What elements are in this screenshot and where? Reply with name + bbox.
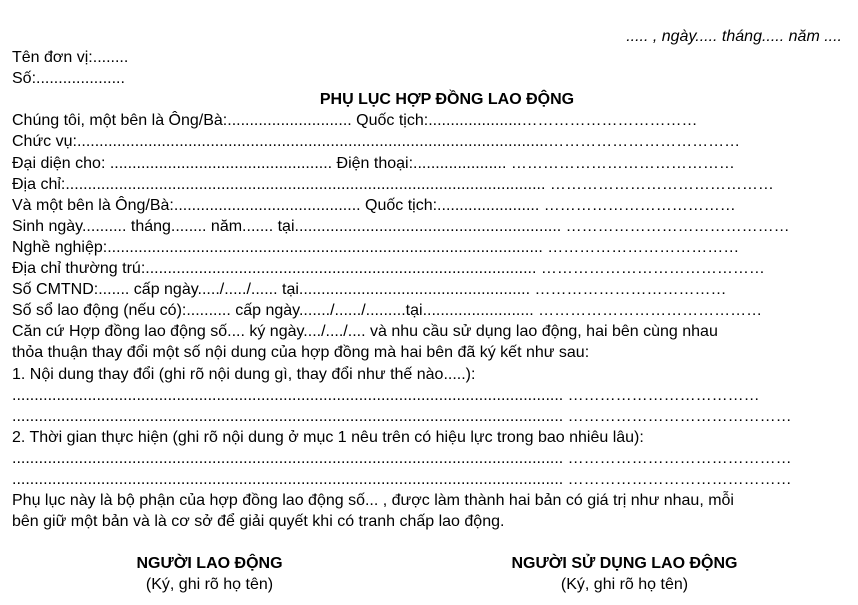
body-line: Phụ lục này là bộ phận của hợp đồng lao động số... , được làm thành hai bản có giá trị như nhau, mỗi — [12, 492, 734, 510]
body-line: Số sổ lao động (nếu có):.......... cấp ngày......./....../.........tại......................... …………………………………… — [12, 302, 763, 320]
date-line: ..... , ngày..... tháng..... năm .... — [626, 28, 842, 45]
body-line: bên giữ một bản và là cơ sở để giải quyết khi có tranh chấp lao động. — [12, 513, 505, 531]
body-line: ............................................................................................................................ ……………………………… — [12, 386, 760, 404]
body-line: Sinh ngày.......... tháng........ năm....... tại............................................................ …………………………………… — [12, 217, 790, 235]
body-line: Căn cứ Hợp đồng lao động số.... ký ngày..../..../.... và nhu cầu sử dụng lao động, hai bên cùng nhau — [12, 323, 718, 341]
body-line: 1. Nội dung thay đổi (ghi rõ nội dung gì, thay đổi như thế nào.....): — [12, 365, 476, 383]
body-line: Nghề nghiệp:.................................................................................................. ……………………………… — [12, 238, 740, 256]
employee-signature-title: NGƯỜI LAO ĐỘNG — [136, 555, 283, 573]
body-line: Địa chỉ thường trú:........................................................................................ …………………………………… — [12, 260, 765, 278]
body-line: Địa chỉ:............................................................................................................ …………………………………… — [12, 175, 774, 193]
document-number: Số:.................... — [12, 70, 125, 88]
body-line: Chúng tôi, một bên là Ông/Bà:............................ Quốc tịch:.....................…………………………… — [12, 112, 698, 130]
body-line: ............................................................................................................................ …………………………………… — [12, 470, 792, 488]
body-line: 2. Thời gian thực hiện (ghi rõ nội dung ở mục 1 nêu trên có hiệu lực trong bao nhiêu lâu): — [12, 428, 644, 446]
unit-name: Tên đơn vị:........ — [12, 49, 129, 67]
body-line: ............................................................................................................................ …………………………………… — [12, 407, 792, 425]
employer-signature-note: (Ký, ghi rõ họ tên) — [560, 576, 689, 594]
document-title: PHỤ LỤC HỢP ĐỒNG LAO ĐỘNG — [319, 91, 575, 109]
document — [12, 26, 842, 596]
body-line: Đại diện cho: .................................................. Điện thoại:..................... …………………………………… — [12, 154, 735, 172]
body-line: ............................................................................................................................ …………………………………… — [12, 449, 792, 467]
signature-block — [12, 553, 842, 595]
body-lines — [12, 110, 842, 532]
body-line: Chức vụ:..........................................................................................................……………………………… — [12, 133, 741, 151]
body-line: thỏa thuận thay đổi một số nội dung của hợp đồng mà hai bên đã ký kết như sau: — [12, 344, 590, 362]
body-line: Và một bên là Ông/Bà:.......................................... Quốc tịch:....................... ……………………………… — [12, 196, 736, 214]
employee-signature-note: (Ký, ghi rõ họ tên) — [145, 576, 274, 594]
body-line: Số CMTND:....... cấp ngày...../...../...... tại.................................................... ……………………………… — [12, 281, 727, 299]
employer-signature-title: NGƯỜI SỬ DỤNG LAO ĐỘNG — [511, 555, 738, 573]
